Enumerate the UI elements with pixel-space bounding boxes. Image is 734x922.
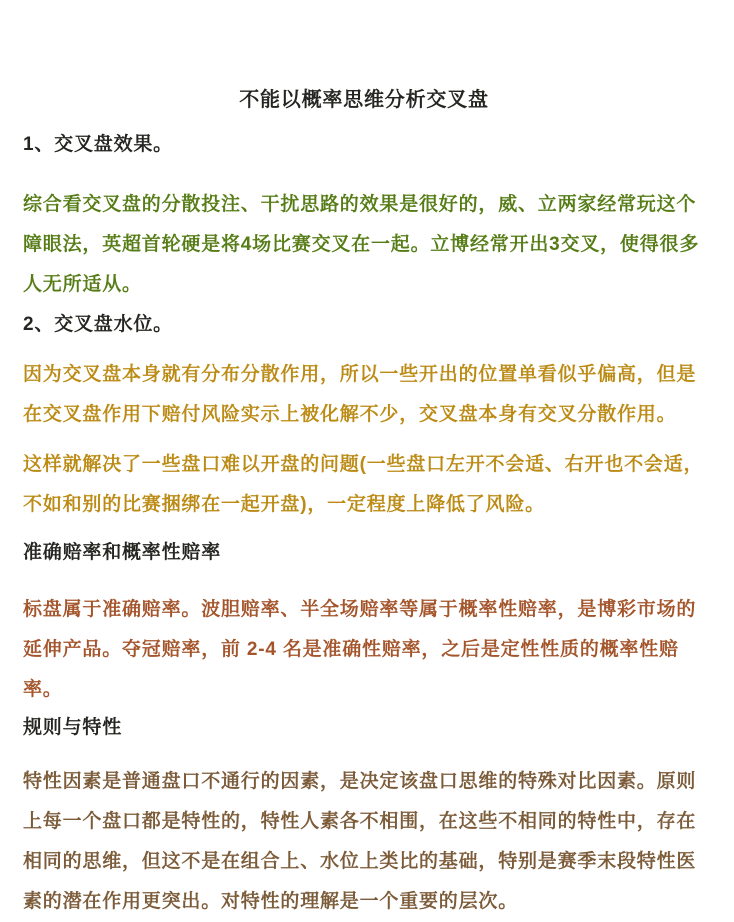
- section-heading-accurate-vs-probability-odds: 准确赔率和概率性赔率: [23, 542, 222, 563]
- paragraph-water-level-2: 这样就解决了一些盘口难以开盘的问题(一些盘口左开不会适、右开也不会适，不如和别的比赛捆绑在一起开盘)，一定程度上降低了风险。: [23, 454, 704, 515]
- page-title: 不能以概率思维分析交叉盘: [239, 89, 489, 111]
- paragraph-water-level-1: 因为交叉盘本身就有分布分散作用，所以一些开出的位置单看似乎偏高，但是在交叉盘作用下赔付风险实示上被化解不少，交叉盘本身有交叉分散作用。: [23, 364, 697, 425]
- paragraph-cross-effect: 综合看交叉盘的分散投注、干扰思路的效果是很好的，威、立两家经常玩这个障眼法，英超首轮硬是将4场比赛交叉在一起。立博经常开出3交叉，使得很多人无所适从。: [23, 194, 700, 295]
- paragraph-traits: 特性因素是普通盘口不通行的因素，是决定该盘口思维的特殊对比因素。原则上每一个盘口都是特性的，特性人素各不相围，在这些不相同的特性中，存在相同的思维，但这不是在组合上、水位上类比的基础，特别是赛季末段特性医素的潜在作用更突出。对特性的理解是一个重要的层次。: [23, 771, 697, 912]
- section-heading-rules-and-traits: 规则与特性: [23, 717, 123, 738]
- section-heading-cross-effect: 1、交叉盘效果。: [23, 134, 173, 155]
- section-heading-cross-water-level: 2、交叉盘水位。: [23, 314, 173, 335]
- paragraph-odds-types: 标盘属于准确赔率。波胆赔率、半全场赔率等属于概率性赔率，是博彩市场的延伸产品。夺冠赔率，前 2-4 名是准确性赔率，之后是定性性质的概率性赔率。: [23, 599, 697, 700]
